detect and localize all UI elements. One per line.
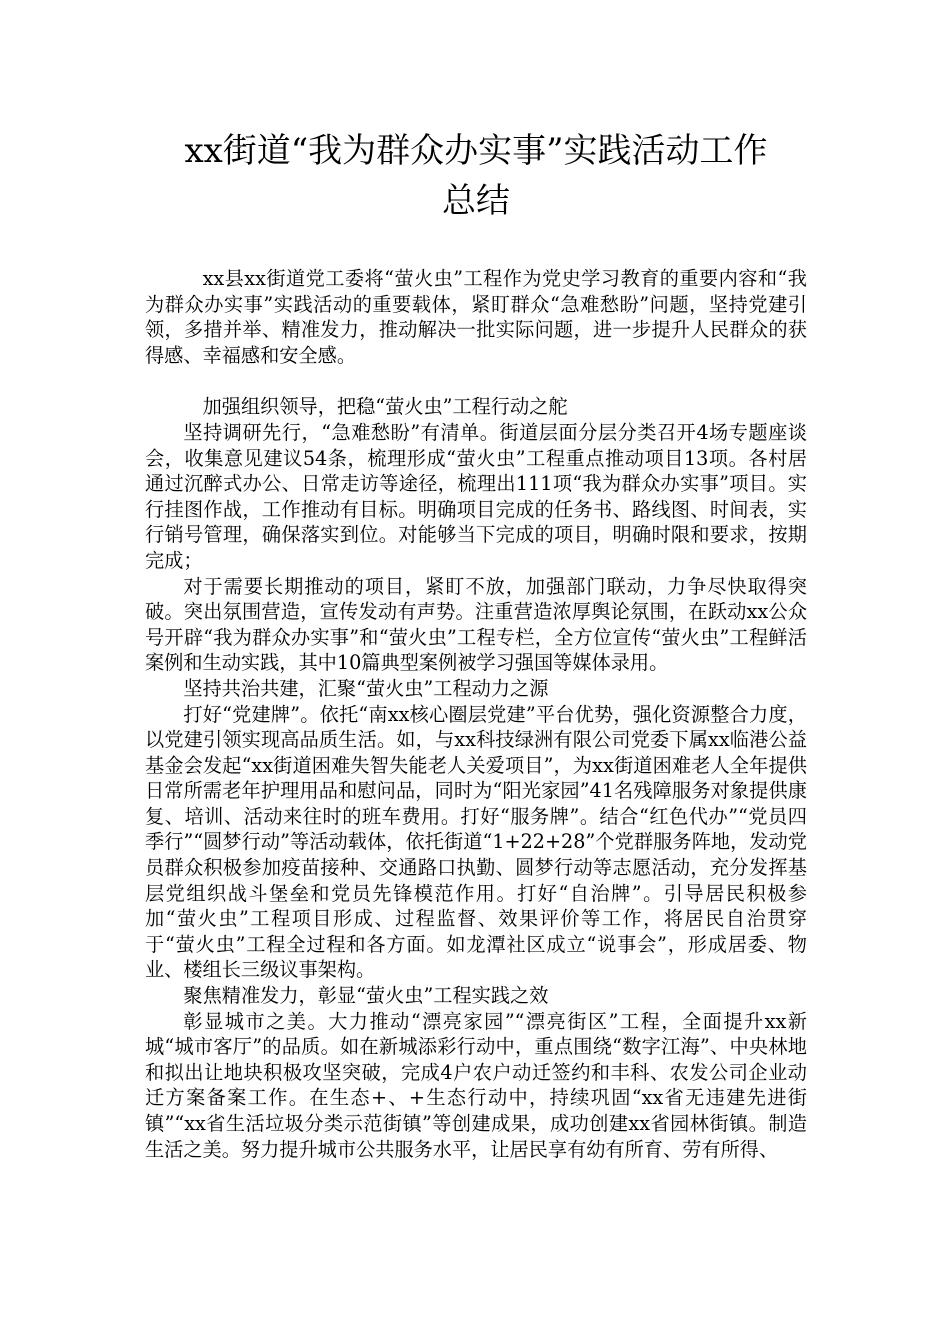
title-line-2: 总结 xyxy=(442,181,510,221)
section-heading-1: 加强组织领导，把稳“萤火虫”工程行动之舵 xyxy=(202,395,568,419)
title-line-1: xx街道“我为群众办实事”实践活动工作 xyxy=(184,131,768,171)
intro-paragraph: xx县xx街道党工委将“萤火虫”工程作为党史学习教育的重要内容和“我为群众办实事”实践活动的重要载体，紧盯群众“急难愁盼”问题，坚持党建引领，多措并举、精准发力，推动解决一批实际问题，进一步提升人民群众的获得感、幸福感和安全感。 xyxy=(145,267,807,367)
document-body xyxy=(145,266,807,1162)
body-paragraph: 彰显城市之美。大力推动“漂亮家园”“漂亮街区”工程，全面提升xx新城“城市客厅”的品质。如在新城添彩行动中，重点围绕“数字江海”、中央林地和拟出让地块积极攻坚突破，完成4户农户动迁签约和丰科、农发公司企业动迁方案备案工作。在生态+、+生态行动中，持续巩固“xx省无违建先进街镇”“xx省生活垃圾分类示范街镇”等创建成果，成功创建xx省园林街镇。制造生活之美。努力提升城市公共服务水平，让居民享有幼有所育、劳有所得、 xyxy=(145,1009,807,1161)
body-paragraph: 对于需要长期推动的项目，紧盯不放，加强部门联动，力争尽快取得突破。突出氛围营造，宣传发动有声势。注重营造浓厚舆论氛围，在跃动xx公众号开辟“我为群众办实事”和“萤火虫”工程专栏，全方位宣传“萤火虫”工程鲜活案例和生动实践，其中10篇典型案例被学习强国等媒体录用。 xyxy=(145,574,807,675)
section-heading-3: 聚焦精准发力，彰显“萤火虫”工程实践之效 xyxy=(183,984,549,1008)
body-paragraph: 坚持调研先行，“急难愁盼”有清单。街道层面分层分类召开4场专题座谈会，收集意见建议54条，梳理形成“萤火虫”工程重点推动项目13项。各村居通过沉醉式办公、日常走访等途径，梳理出111项“我为群众办实事”项目。实行挂图作战，工作推动有目标。明确项目完成的任务书、路线图、时间表，实行销号管理，确保落实到位。对能够当下完成的项目，明确时限和要求，按期完成； xyxy=(145,420,807,572)
document-title xyxy=(145,126,807,226)
body-paragraph: 打好“党建牌”。依托“南xx核心圈层党建”平台优势，强化资源整合力度，以党建引领实现高品质生活。如，与xx科技绿洲有限公司党委下属xx临港公益基金会发起“xx街道困难失智失能老人关爱项目”，为xx街道困难老人全年提供日常所需老年护理用品和慰问品，同时为“阳光家园”41名残障服务对象提供康复、培训、活动来往时的班车费用。打好“服务牌”。结合“红色代办”“党员四季行”“圆梦行动”等活动载体，依托街道“1+22+28”个党群服务阵地，发动党员群众积极参加疫苗接种、交通路口执勤、圆梦行动等志愿活动，充分发挥基层党组织战斗堡垒和党员先锋模范作用。打好“自治牌”。引导居民积极参加“萤火虫”工程项目形成、过程监督、效果评价等工作，将居民自治贯穿于“萤火虫”工程全过程和各方面。如龙潭社区成立“说事会”，形成居委、物业、楼组长三级议事架构。 xyxy=(145,702,807,982)
section-heading-2: 坚持共治共建，汇聚“萤火虫”工程动力之源 xyxy=(183,676,549,700)
